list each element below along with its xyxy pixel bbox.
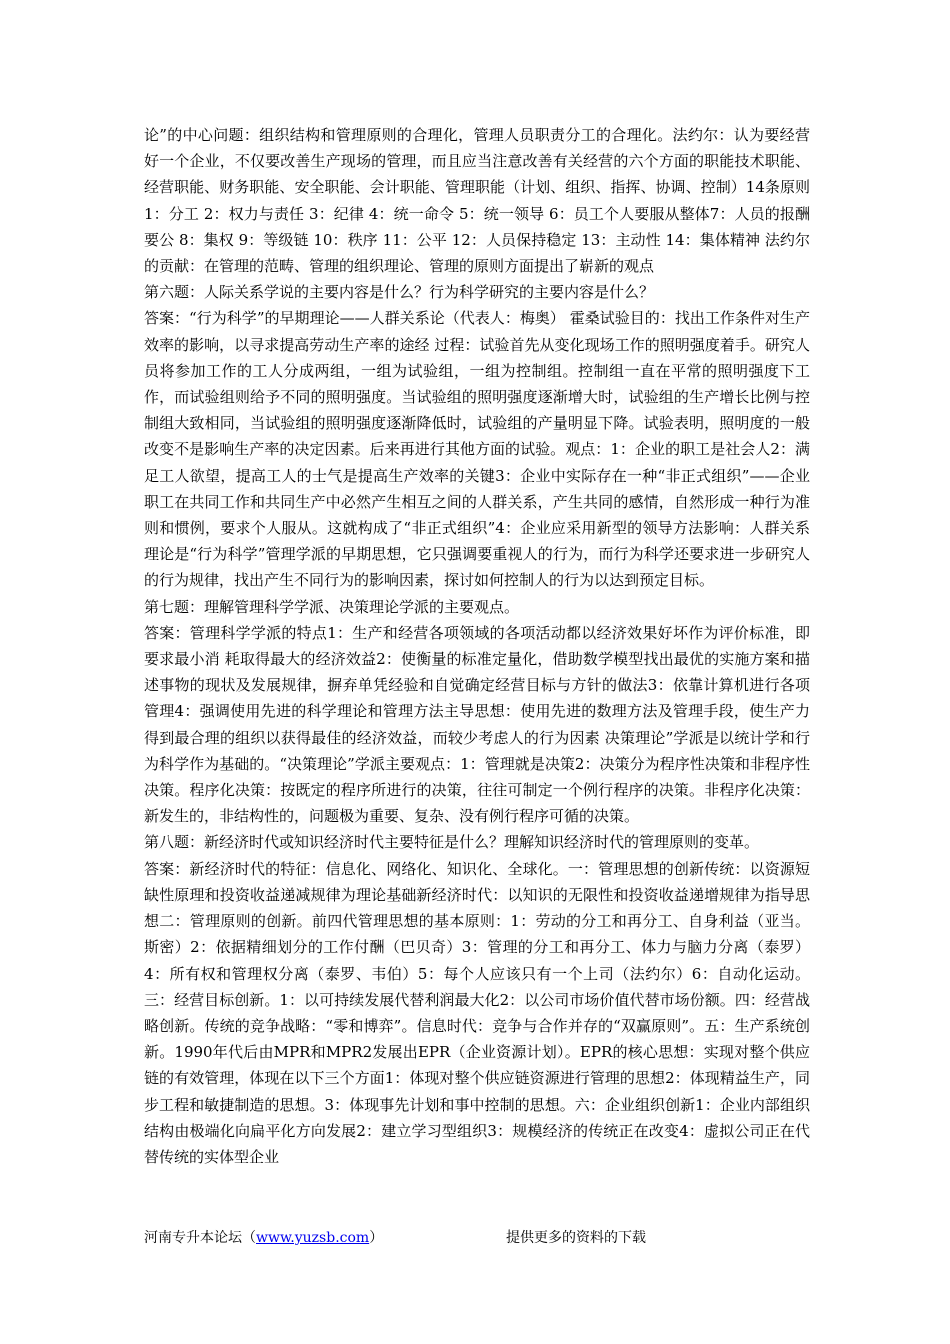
answer-7: 答案：管理科学学派的特点1：生产和经营各项领域的各项活动都以经济效果好坏作为评价标准，即要求最小消 耗取得最大的经济效益2：使衡量的标准定量化，借助数学模型找出最优的实施方案和描述事物的现状及发展规律，摒弃单凭经验和自觉确定经营目标与方针的做法3：依靠计算机进行各项管理4：强调使用先进的科学理论和管理方法主导思想：使用先进的数理方法及管理手段，使生产力得到最合理的组织以获得最佳的经济效益，而较少考虑人的行为因素 决策理论”学派是以统计学和行为科学作为基础的。“决策理论”学派主要观点：1：管理就是决策2：决策分为程序性决策和非程序性决策。程序化决策：按既定的程序所进行的决策，往往可制定一个例行程序的决策。非程序化决策：新发生的，非结构性的，问题极为重要、复杂、没有例行程序可循的决策。 [144, 623, 810, 826]
page-footer [144, 1228, 810, 1248]
answer-6: 答案：“行为科学”的早期理论——人群关系论（代表人：梅奥） 霍桑试验目的：找出工作条件对生产效率的影响，以寻求提高劳动生产率的途经 过程：试验首先从变化现场工作的照明强度着手。研究人员将参加工作的工人分成两组，一组为试验组，一组为控制组。控制组一直在平常的照明强度下工作，而试验组则给予不同的照明强度。当试验组的照明强度逐渐增大时，试验组的生产增长比例与控制组大致相同，当试验组的照明强度逐渐降低时，试验组的产量明显下降。试验表明，照明度的一般改变不是影响生产率的决定因素。后来再进行其他方面的试验。观点：1：企业的职工是社会人2：满足工人欲望，提高工人的士气是提高生产效率的关键3：企业中实际存在一种“非正式组织”——企业职工在共同工作和共同生产中必然产生相互之间的人群关系，产生共同的感情，自然形成一种行为准则和惯例，要求个人服从。这就构成了“非正式组织”4：企业应采用新型的领导方法影响：人群关系理论是“行为科学”管理学派的早期思想，它只强调要重视人的行为，而行为科学还要求进一步研究人的行为规律，找出产生不同行为的影响因素，探讨如何控制人的行为以达到预定目标。 [144, 309, 810, 590]
document-body [144, 122, 810, 1170]
footer-right-text: 提供更多的资料的下载 [506, 1230, 646, 1246]
question-8: 第八题：新经济时代或知识经济时代主要特征是什么？理解知识经济时代的管理原则的变革。 [144, 833, 760, 852]
footer-site [144, 1230, 383, 1246]
answer-8: 答案：新经济时代的特征：信息化、网络化、知识化、全球化。一：管理思想的创新传统：以资源短缺性原理和投资收益递减规律为理论基础新经济时代：以知识的无限性和投资收益递增规律为指导思想二：管理原则的创新。前四代管理思想的基本原则：1：劳动的分工和再分工、自身利益（亚当。斯密）2：依据精细划分的工作付酬（巴贝奇）3：管理的分工和再分工、体力与脑力分离（泰罗）4：所有权和管理权分离（泰罗、韦伯）5：每个人应该只有一个上司（法约尔）6：自动化运动。三：经营目标创新。1：以可持续发展代替利润最大化2：以公司市场价值代替市场份额。四：经营战略创新。传统的竞争战略：“零和博弈”。信息时代：竞争与合作并存的“双赢原则”。五：生产系统创新。1990年代后由MPR和MPR2发展出EPR（企业资源计划）。EPR的核心思想：实现对整个供应链的有效管理，体现在以下三个方面1：体现对整个供应链资源进行管理的思想2：体现精益生产，同步工程和敏捷制造的思想。3：体现事先计划和事中控制的思想。六：企业组织创新1：企业内部组织结构由极端化向扁平化方向发展2：建立学习型组织3：规模经济的传统正在改变4：虚拟公司正在代替传统的实体型企业 [144, 859, 810, 1166]
footer-site-link[interactable]: www.yuzsb.com [256, 1230, 370, 1246]
question-6: 第六题：人际关系学说的主要内容是什么？行为科学研究的主要内容是什么？ [144, 283, 655, 302]
footer-site-prefix: 河南专升本论坛（ [144, 1230, 256, 1246]
footer-site-suffix: ） [369, 1230, 384, 1246]
question-7: 第七题：理解管理科学学派、决策理论学派的主要观点。 [144, 597, 520, 616]
paragraph-fayol-continuation: 论”的中心问题：组织结构和管理原则的合理化，管理人员职责分工的合理化。法约尔：认为要经营好一个企业，不仅要改善生产现场的管理，而且应当注意改善有关经营的六个方面的职能技术职能、经营职能、财务职能、安全职能、会计职能、管理职能（计划、组织、指挥、协调、控制）14条原则1：分工 2：权力与责任 3：纪律 4：统一命令 5：统一领导 6：员工个人要服从整体7：人员的报酬要公 8：集权 9：等级链 10：秩序 11：公平 12：人员保持稳定 13：主动性 14：集体精神 法约尔的贡献：在管理的范畴、管理的组织理论、管理的原则方面提出了崭新的观点 [144, 126, 810, 276]
